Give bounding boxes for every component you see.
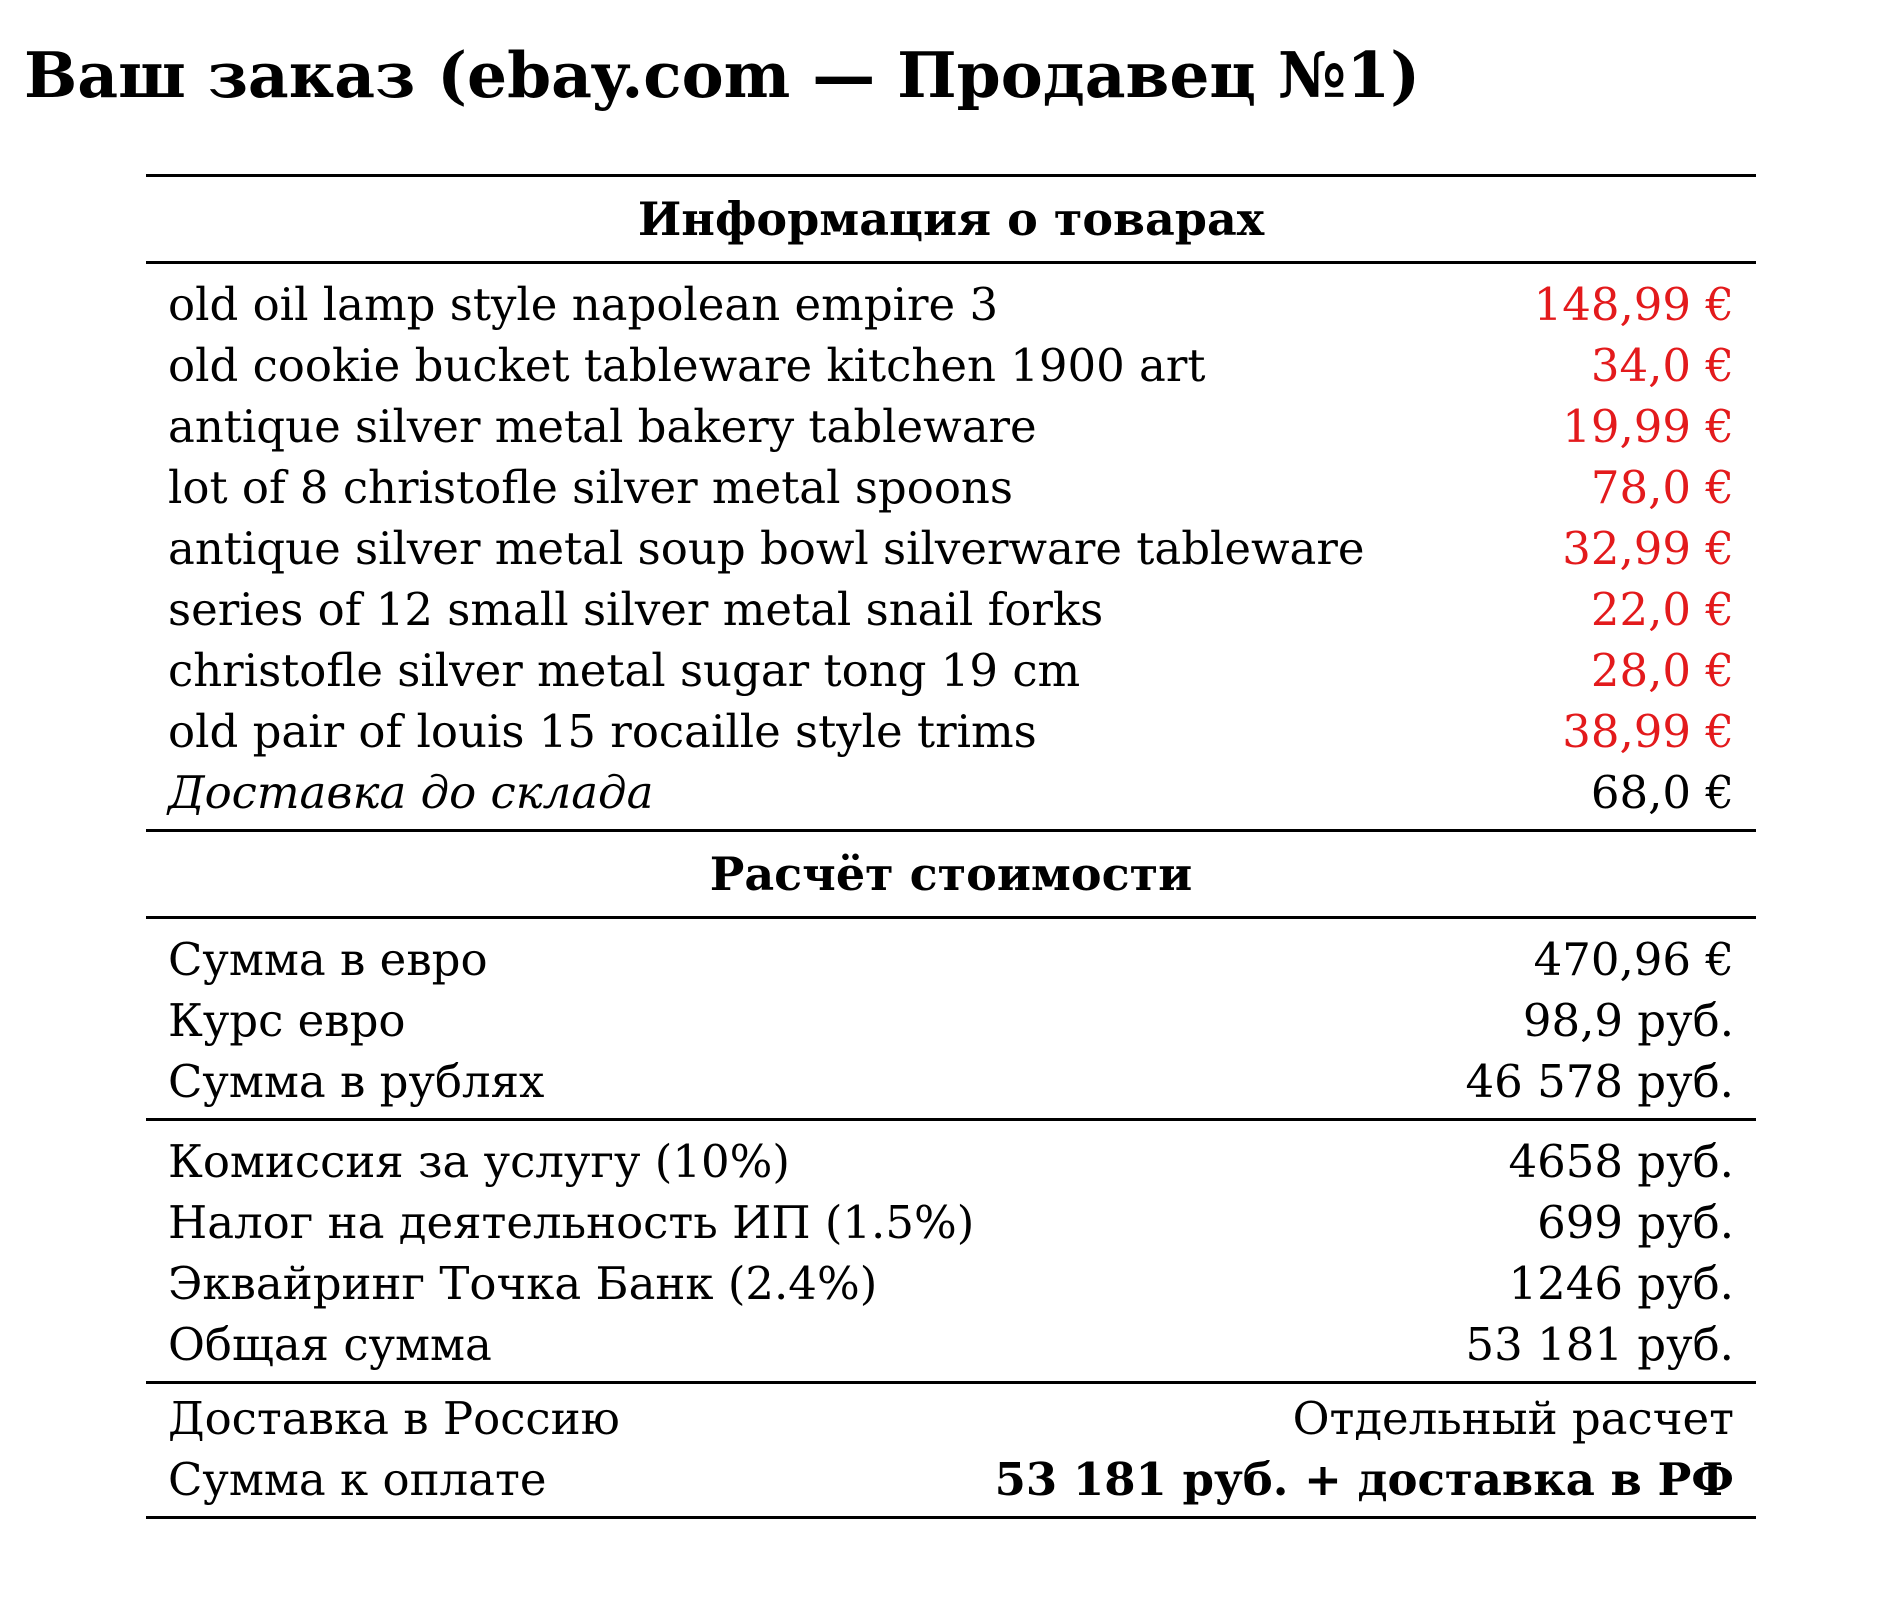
product-name: christofle silver metal sugar tong 19 cm	[168, 644, 1081, 697]
warehouse-shipping-label: Доставка до склада	[168, 766, 654, 819]
russia-shipping-value: Отдельный расчет	[1292, 1392, 1734, 1445]
product-price: 34,0 €	[1590, 339, 1734, 392]
amount-due-row	[146, 1449, 1756, 1510]
eur-rate-value: 98,9 руб.	[1522, 994, 1734, 1047]
acquiring-value: 1246 руб.	[1508, 1257, 1734, 1310]
currency-conversion-group	[146, 919, 1756, 1118]
tax-label: Налог на деятельность ИП (1.5%)	[168, 1196, 975, 1249]
product-price: 19,99 €	[1562, 400, 1734, 453]
sum-eur-value: 470,96 €	[1533, 933, 1734, 986]
fees-group	[146, 1121, 1756, 1381]
eur-rate-label: Курс евро	[168, 994, 406, 1047]
product-row	[146, 701, 1756, 762]
sum-eur-row	[146, 929, 1756, 990]
product-row	[146, 640, 1756, 701]
product-name: old oil lamp style napolean empire 3	[168, 278, 999, 331]
product-price: 78,0 €	[1590, 461, 1734, 514]
product-name: old cookie bucket tableware kitchen 1900 art	[168, 339, 1206, 392]
sum-rub-label: Сумма в рублях	[168, 1055, 545, 1108]
warehouse-shipping-value: 68,0 €	[1590, 766, 1734, 819]
warehouse-shipping-row	[146, 762, 1756, 823]
sum-rub-value: 46 578 руб.	[1465, 1055, 1734, 1108]
product-row	[146, 274, 1756, 335]
product-name: antique silver metal soup bowl silverware tableware	[168, 522, 1365, 575]
payment-group	[146, 1384, 1756, 1516]
product-name: lot of 8 christofle silver metal spoons	[168, 461, 1013, 514]
sum-rub-row	[146, 1051, 1756, 1112]
amount-due-label: Сумма к оплате	[168, 1453, 547, 1506]
product-price: 38,99 €	[1562, 705, 1734, 758]
eur-rate-row	[146, 990, 1756, 1051]
product-row	[146, 396, 1756, 457]
product-row	[146, 457, 1756, 518]
service-fee-value: 4658 руб.	[1508, 1135, 1734, 1188]
sum-eur-label: Сумма в евро	[168, 933, 488, 986]
product-name: old pair of louis 15 rocaille style trims	[168, 705, 1037, 758]
total-label: Общая сумма	[168, 1318, 492, 1371]
service-fee-row	[146, 1131, 1756, 1192]
product-price: 22,0 €	[1590, 583, 1734, 636]
product-name: series of 12 small silver metal snail forks	[168, 583, 1104, 636]
page-title: Ваш заказ (ebay.com — Продавец №1)	[24, 38, 1420, 112]
product-row	[146, 335, 1756, 396]
tax-value: 699 руб.	[1537, 1196, 1734, 1249]
product-price: 28,0 €	[1590, 644, 1734, 697]
total-value: 53 181 руб.	[1465, 1318, 1734, 1371]
product-row	[146, 518, 1756, 579]
product-price: 148,99 €	[1533, 278, 1734, 331]
product-row	[146, 579, 1756, 640]
amount-due-value: 53 181 руб. + доставка в РФ	[994, 1453, 1734, 1506]
calculation-section-header: Расчёт стоимости	[709, 847, 1193, 901]
russia-shipping-row	[146, 1388, 1756, 1449]
order-table	[146, 174, 1756, 1519]
products-list	[146, 264, 1756, 829]
russia-shipping-label: Доставка в Россию	[168, 1392, 620, 1445]
acquiring-row	[146, 1253, 1756, 1314]
acquiring-label: Эквайринг Точка Банк (2.4%)	[168, 1257, 878, 1310]
total-row	[146, 1314, 1756, 1375]
tax-row	[146, 1192, 1756, 1253]
product-price: 32,99 €	[1562, 522, 1734, 575]
service-fee-label: Комиссия за услугу (10%)	[168, 1135, 790, 1188]
products-section-header: Информация о товарах	[637, 192, 1265, 246]
product-name: antique silver metal bakery tableware	[168, 400, 1037, 453]
bottom-rule	[146, 1516, 1756, 1519]
